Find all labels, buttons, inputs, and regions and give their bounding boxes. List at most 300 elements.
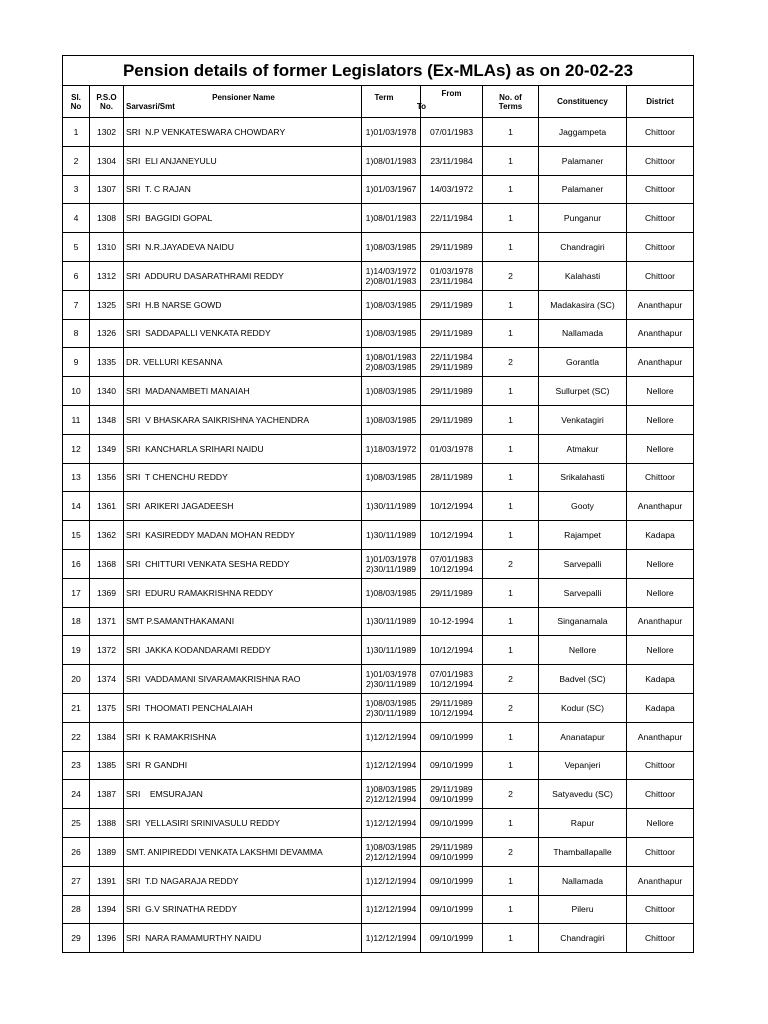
table-row bbox=[63, 751, 694, 780]
cell-terms: 1 bbox=[483, 319, 539, 348]
cell-term-from-line: 1)12/12/1994 bbox=[365, 904, 417, 915]
cell-pso: 1375 bbox=[90, 693, 124, 722]
cell-term-to-line: 29/11/1989 bbox=[430, 386, 473, 397]
cell-constituency: Chandragiri bbox=[539, 924, 627, 953]
table-row bbox=[63, 233, 694, 262]
cell-terms: 1 bbox=[483, 866, 539, 895]
cell-sl: 4 bbox=[63, 204, 90, 233]
table-row bbox=[63, 578, 694, 607]
cell-constituency: Sarvepalli bbox=[539, 578, 627, 607]
cell-constituency: Ananatapur bbox=[539, 722, 627, 751]
cell-district: Ananthapur bbox=[627, 607, 694, 636]
cell-term-from-line: 1)12/12/1994 bbox=[365, 760, 417, 771]
cell-district: Chittoor bbox=[627, 924, 694, 953]
cell-pso: 1394 bbox=[90, 895, 124, 924]
cell-term-to bbox=[421, 233, 483, 262]
table-row bbox=[63, 146, 694, 175]
cell-term-to-line: 09/10/1999 bbox=[429, 851, 473, 862]
cell-sl: 12 bbox=[63, 434, 90, 463]
cell-term-to bbox=[421, 636, 483, 665]
cell-terms: 1 bbox=[483, 578, 539, 607]
cell-term-from-line: 1)08/01/1983 bbox=[365, 213, 417, 224]
cell-constituency: Badvel (SC) bbox=[539, 665, 627, 694]
cell-district: Ananthapur bbox=[627, 492, 694, 521]
cell-term-to bbox=[421, 319, 483, 348]
cell-constituency: Pileru bbox=[539, 895, 627, 924]
cell-district: Ananthapur bbox=[627, 722, 694, 751]
cell-term-from-line: 1)08/03/1985 bbox=[365, 841, 417, 852]
cell-term-from bbox=[362, 405, 421, 434]
cell-term-from-line: 1)08/03/1985 bbox=[365, 697, 417, 708]
cell-term-to-line: 10/12/1994 bbox=[429, 679, 473, 690]
cell-sl: 29 bbox=[63, 924, 90, 953]
cell-pso: 1371 bbox=[90, 607, 124, 636]
cell-pso: 1369 bbox=[90, 578, 124, 607]
cell-term-from bbox=[362, 348, 421, 377]
cell-district: Nellore bbox=[627, 434, 694, 463]
header-terms: No. of Terms bbox=[483, 86, 539, 118]
cell-term-to-line: 07/01/1983 bbox=[429, 669, 473, 680]
table-row bbox=[63, 261, 694, 290]
cell-term-to-line: 10/12/1994 bbox=[429, 501, 473, 512]
table-row bbox=[63, 895, 694, 924]
cell-terms: 1 bbox=[483, 924, 539, 953]
cell-term-to-line: 10/12/1994 bbox=[429, 563, 473, 574]
cell-sl: 5 bbox=[63, 233, 90, 262]
table-row bbox=[63, 665, 694, 694]
cell-name: SRI JAKKA KODANDARAMI REDDY bbox=[124, 636, 362, 665]
cell-term-from bbox=[362, 693, 421, 722]
cell-constituency: Venkatagiri bbox=[539, 405, 627, 434]
cell-constituency: Thamballapalle bbox=[539, 837, 627, 866]
cell-term-to bbox=[421, 175, 483, 204]
cell-terms: 1 bbox=[483, 204, 539, 233]
cell-sl: 14 bbox=[63, 492, 90, 521]
cell-constituency: Nallamada bbox=[539, 866, 627, 895]
cell-term-from-line: 2)08/01/1983 bbox=[365, 275, 417, 286]
cell-name: SRI ELI ANJANEYULU bbox=[124, 146, 362, 175]
table-row bbox=[63, 780, 694, 809]
table-body bbox=[63, 118, 694, 953]
cell-district: Kadapa bbox=[627, 693, 694, 722]
cell-term-from-line: 1)12/12/1994 bbox=[365, 933, 417, 944]
cell-term-from bbox=[362, 607, 421, 636]
cell-term-from bbox=[362, 521, 421, 550]
cell-term-from-line: 1)08/03/1985 bbox=[365, 299, 417, 310]
cell-term-from bbox=[362, 377, 421, 406]
cell-term-from-line: 1)12/12/1994 bbox=[365, 731, 417, 742]
cell-pso: 1348 bbox=[90, 405, 124, 434]
cell-sl: 21 bbox=[63, 693, 90, 722]
cell-sl: 19 bbox=[63, 636, 90, 665]
cell-term-to bbox=[421, 607, 483, 636]
cell-terms: 2 bbox=[483, 693, 539, 722]
table-row bbox=[63, 636, 694, 665]
table-row bbox=[63, 521, 694, 550]
cell-terms: 2 bbox=[483, 665, 539, 694]
cell-term-from-line: 2)12/12/1994 bbox=[365, 794, 417, 805]
cell-term-from-line: 1)30/11/1989 bbox=[365, 616, 416, 627]
cell-term-to-line: 01/03/1978 bbox=[429, 443, 473, 454]
cell-name: SRI NARA RAMAMURTHY NAIDU bbox=[124, 924, 362, 953]
cell-term-from bbox=[362, 204, 421, 233]
cell-pso: 1389 bbox=[90, 837, 124, 866]
cell-name: SRI CHITTURI VENKATA SESHA REDDY bbox=[124, 549, 362, 578]
cell-sl: 3 bbox=[63, 175, 90, 204]
cell-term-from bbox=[362, 233, 421, 262]
cell-term-to-line: 29/11/1989 bbox=[430, 697, 473, 708]
cell-constituency: Gooty bbox=[539, 492, 627, 521]
cell-term-from-line: 1)08/03/1985 bbox=[365, 472, 417, 483]
cell-term-from-line: 1)14/03/1972 bbox=[365, 265, 417, 276]
cell-terms: 1 bbox=[483, 175, 539, 204]
cell-sl: 8 bbox=[63, 319, 90, 348]
cell-pso: 1391 bbox=[90, 866, 124, 895]
cell-pso: 1349 bbox=[90, 434, 124, 463]
cell-term-to-line: 09/10/1999 bbox=[429, 794, 473, 805]
cell-district: Chittoor bbox=[627, 233, 694, 262]
cell-term-to bbox=[421, 463, 483, 492]
cell-term-from bbox=[362, 118, 421, 147]
table-row bbox=[63, 204, 694, 233]
cell-terms: 2 bbox=[483, 549, 539, 578]
cell-sl: 10 bbox=[63, 377, 90, 406]
cell-name: SRI EDURU RAMAKRISHNA REDDY bbox=[124, 578, 362, 607]
cell-term-to-line: 09/10/1999 bbox=[429, 818, 473, 829]
cell-terms: 1 bbox=[483, 751, 539, 780]
cell-term-from bbox=[362, 261, 421, 290]
cell-term-to-line: 29/11/1989 bbox=[430, 328, 473, 339]
cell-terms: 1 bbox=[483, 118, 539, 147]
cell-term-to bbox=[421, 665, 483, 694]
cell-terms: 2 bbox=[483, 780, 539, 809]
table-row bbox=[63, 492, 694, 521]
cell-pso: 1335 bbox=[90, 348, 124, 377]
cell-district: Kadapa bbox=[627, 521, 694, 550]
cell-term-to-line: 07/01/1983 bbox=[429, 553, 473, 564]
cell-pso: 1362 bbox=[90, 521, 124, 550]
cell-name: SRI KASIREDDY MADAN MOHAN REDDY bbox=[124, 521, 362, 550]
cell-terms: 1 bbox=[483, 636, 539, 665]
cell-constituency: Rapur bbox=[539, 809, 627, 838]
cell-pso: 1387 bbox=[90, 780, 124, 809]
cell-term-from-line: 1)18/03/1972 bbox=[365, 443, 417, 454]
cell-term-to bbox=[421, 290, 483, 319]
cell-pso: 1307 bbox=[90, 175, 124, 204]
cell-constituency: Rajampet bbox=[539, 521, 627, 550]
cell-term-to-line: 23/11/1984 bbox=[430, 275, 473, 286]
cell-district: Chittoor bbox=[627, 175, 694, 204]
cell-sl: 15 bbox=[63, 521, 90, 550]
cell-district: Chittoor bbox=[627, 204, 694, 233]
cell-term-from bbox=[362, 463, 421, 492]
cell-term-from-line: 1)08/03/1985 bbox=[365, 386, 417, 397]
cell-term-from bbox=[362, 751, 421, 780]
cell-term-to bbox=[421, 146, 483, 175]
cell-term-from-line: 1)08/03/1985 bbox=[365, 784, 417, 795]
cell-term-to-line: 10/12/1994 bbox=[429, 645, 473, 656]
cell-term-to bbox=[421, 895, 483, 924]
cell-constituency: Vepanjeri bbox=[539, 751, 627, 780]
cell-term-from bbox=[362, 665, 421, 694]
cell-pso: 1368 bbox=[90, 549, 124, 578]
cell-term-from-line: 2)08/03/1985 bbox=[365, 362, 417, 373]
cell-term-from bbox=[362, 549, 421, 578]
cell-term-to bbox=[421, 377, 483, 406]
cell-sl: 24 bbox=[63, 780, 90, 809]
cell-name: SRI SADDAPALLI VENKATA REDDY bbox=[124, 319, 362, 348]
table-row bbox=[63, 118, 694, 147]
cell-terms: 1 bbox=[483, 809, 539, 838]
cell-term-to bbox=[421, 578, 483, 607]
cell-term-to-line: 10/12/1994 bbox=[429, 707, 473, 718]
table-row bbox=[63, 377, 694, 406]
cell-name: SRI KANCHARLA SRIHARI NAIDU bbox=[124, 434, 362, 463]
cell-sl: 25 bbox=[63, 809, 90, 838]
cell-district: Ananthapur bbox=[627, 866, 694, 895]
cell-term-from-line: 1)08/03/1985 bbox=[365, 414, 417, 425]
cell-sl: 9 bbox=[63, 348, 90, 377]
cell-term-from bbox=[362, 290, 421, 319]
cell-district: Ananthapur bbox=[627, 319, 694, 348]
cell-terms: 1 bbox=[483, 722, 539, 751]
cell-pso: 1396 bbox=[90, 924, 124, 953]
cell-constituency: Nallamada bbox=[539, 319, 627, 348]
table-row bbox=[63, 319, 694, 348]
cell-pso: 1310 bbox=[90, 233, 124, 262]
cell-term-from-line: 1)01/03/1967 bbox=[365, 184, 417, 195]
cell-term-to-line: 29/11/1989 bbox=[430, 841, 473, 852]
cell-term-from-line: 1)01/03/1978 bbox=[365, 669, 417, 680]
cell-name: SRI R GANDHI bbox=[124, 751, 362, 780]
cell-sl: 16 bbox=[63, 549, 90, 578]
cell-name: SRI T.D NAGARAJA REDDY bbox=[124, 866, 362, 895]
cell-terms: 1 bbox=[483, 463, 539, 492]
cell-name: SRI MADANAMBETI MANAIAH bbox=[124, 377, 362, 406]
cell-term-to-line: 22/11/1984 bbox=[430, 352, 473, 363]
cell-district: Nellore bbox=[627, 549, 694, 578]
cell-district: Chittoor bbox=[627, 751, 694, 780]
page-title: Pension details of former Legislators (Ex-MLAs) as on 20-02-23 bbox=[63, 56, 694, 86]
cell-term-from bbox=[362, 809, 421, 838]
table-row bbox=[63, 463, 694, 492]
table-row bbox=[63, 693, 694, 722]
cell-term-to-line: 09/10/1999 bbox=[429, 904, 473, 915]
cell-district: Chittoor bbox=[627, 895, 694, 924]
cell-constituency: Satyavedu (SC) bbox=[539, 780, 627, 809]
cell-term-from bbox=[362, 434, 421, 463]
cell-name: SRI ARIKERI JAGADEESH bbox=[124, 492, 362, 521]
cell-term-to-line: 09/10/1999 bbox=[429, 760, 473, 771]
header-term: Term To bbox=[362, 86, 421, 118]
cell-sl: 23 bbox=[63, 751, 90, 780]
cell-term-from bbox=[362, 146, 421, 175]
cell-term-to-line: 28/11/1989 bbox=[430, 472, 473, 483]
cell-term-from bbox=[362, 175, 421, 204]
cell-district: Nellore bbox=[627, 636, 694, 665]
cell-name: SRI BAGGIDI GOPAL bbox=[124, 204, 362, 233]
cell-district: Chittoor bbox=[627, 780, 694, 809]
cell-district: Nellore bbox=[627, 809, 694, 838]
cell-district: Ananthapur bbox=[627, 290, 694, 319]
table-row bbox=[63, 924, 694, 953]
cell-pso: 1340 bbox=[90, 377, 124, 406]
table-row bbox=[63, 722, 694, 751]
cell-term-from-line: 1)30/11/1989 bbox=[365, 530, 416, 541]
cell-constituency: Gorantla bbox=[539, 348, 627, 377]
cell-term-from-line: 1)08/01/1983 bbox=[365, 352, 417, 363]
cell-term-from bbox=[362, 866, 421, 895]
cell-name: SRI VADDAMANI SIVARAMAKRISHNA RAO bbox=[124, 665, 362, 694]
cell-sl: 28 bbox=[63, 895, 90, 924]
cell-term-to bbox=[421, 204, 483, 233]
cell-name: SRI ADDURU DASARATHRAMI REDDY bbox=[124, 261, 362, 290]
header-from: From bbox=[421, 86, 483, 118]
cell-sl: 18 bbox=[63, 607, 90, 636]
cell-term-from-line: 1)08/03/1985 bbox=[365, 242, 417, 253]
cell-term-from-line: 2)12/12/1994 bbox=[365, 851, 417, 862]
cell-name: SRI V BHASKARA SAIKRISHNA YACHENDRA bbox=[124, 405, 362, 434]
cell-name: SRI N.R.JAYADEVA NAIDU bbox=[124, 233, 362, 262]
cell-terms: 2 bbox=[483, 837, 539, 866]
cell-sl: 22 bbox=[63, 722, 90, 751]
cell-name: SRI T CHENCHU REDDY bbox=[124, 463, 362, 492]
cell-term-to-line: 29/11/1989 bbox=[430, 362, 473, 373]
cell-term-from-line: 1)12/12/1994 bbox=[365, 818, 417, 829]
cell-term-from-line: 1)08/03/1985 bbox=[365, 587, 417, 598]
cell-name: SRI H.B NARSE GOWD bbox=[124, 290, 362, 319]
cell-terms: 1 bbox=[483, 521, 539, 550]
cell-term-from-line: 1)30/11/1989 bbox=[365, 501, 416, 512]
cell-term-to-line: 29/11/1989 bbox=[430, 784, 473, 795]
cell-sl: 11 bbox=[63, 405, 90, 434]
cell-terms: 1 bbox=[483, 233, 539, 262]
table-row bbox=[63, 549, 694, 578]
table-row bbox=[63, 348, 694, 377]
cell-name: SRI EMSURAJAN bbox=[124, 780, 362, 809]
cell-term-to bbox=[421, 866, 483, 895]
cell-term-to bbox=[421, 118, 483, 147]
cell-name: SMT P.SAMANTHAKAMANI bbox=[124, 607, 362, 636]
cell-term-to-line: 14/03/1972 bbox=[429, 184, 473, 195]
table-row bbox=[63, 434, 694, 463]
cell-term-to bbox=[421, 693, 483, 722]
cell-term-to-line: 29/11/1989 bbox=[430, 299, 473, 310]
cell-pso: 1384 bbox=[90, 722, 124, 751]
header-sl: Sl. No bbox=[63, 86, 90, 118]
cell-terms: 1 bbox=[483, 492, 539, 521]
cell-term-to-line: 01/03/1978 bbox=[429, 265, 473, 276]
cell-term-to bbox=[421, 521, 483, 550]
cell-term-from bbox=[362, 578, 421, 607]
cell-district: Kadapa bbox=[627, 665, 694, 694]
cell-name: SRI N.P VENKATESWARA CHOWDARY bbox=[124, 118, 362, 147]
cell-terms: 1 bbox=[483, 434, 539, 463]
cell-term-to bbox=[421, 261, 483, 290]
cell-term-to-line: 09/10/1999 bbox=[429, 875, 473, 886]
cell-term-from-line: 1)30/11/1989 bbox=[365, 645, 416, 656]
cell-constituency: Srikalahasti bbox=[539, 463, 627, 492]
cell-name: SRI THOOMATI PENCHALAIAH bbox=[124, 693, 362, 722]
cell-name: SRI G.V SRINATHA REDDY bbox=[124, 895, 362, 924]
cell-term-to-line: 29/11/1989 bbox=[430, 587, 473, 598]
cell-terms: 1 bbox=[483, 146, 539, 175]
cell-term-from-line: 1)01/03/1978 bbox=[365, 126, 417, 137]
cell-district: Chittoor bbox=[627, 261, 694, 290]
cell-term-from bbox=[362, 895, 421, 924]
cell-term-to bbox=[421, 722, 483, 751]
header-pso: P.S.O No. bbox=[90, 86, 124, 118]
table-row bbox=[63, 175, 694, 204]
table-row bbox=[63, 809, 694, 838]
cell-term-from bbox=[362, 636, 421, 665]
cell-constituency: Sarvepalli bbox=[539, 549, 627, 578]
cell-term-to bbox=[421, 434, 483, 463]
cell-term-to bbox=[421, 751, 483, 780]
cell-pso: 1308 bbox=[90, 204, 124, 233]
header-name: Pensioner Name Sarvasri/Smt bbox=[124, 86, 362, 118]
cell-constituency: Chandragiri bbox=[539, 233, 627, 262]
cell-term-to-line: 09/10/1999 bbox=[429, 731, 473, 742]
cell-pso: 1374 bbox=[90, 665, 124, 694]
cell-constituency: Punganur bbox=[539, 204, 627, 233]
cell-district: Chittoor bbox=[627, 118, 694, 147]
pension-table bbox=[62, 55, 694, 953]
pension-sheet bbox=[62, 55, 693, 953]
cell-name: DR. VELLURI KESANNA bbox=[124, 348, 362, 377]
cell-term-from bbox=[362, 319, 421, 348]
cell-sl: 20 bbox=[63, 665, 90, 694]
cell-term-to bbox=[421, 780, 483, 809]
cell-pso: 1325 bbox=[90, 290, 124, 319]
cell-sl: 17 bbox=[63, 578, 90, 607]
cell-term-from-line: 2)30/11/1989 bbox=[365, 707, 416, 718]
cell-term-from bbox=[362, 722, 421, 751]
cell-constituency: Palamaner bbox=[539, 175, 627, 204]
table-row bbox=[63, 290, 694, 319]
cell-sl: 1 bbox=[63, 118, 90, 147]
cell-sl: 6 bbox=[63, 261, 90, 290]
cell-pso: 1302 bbox=[90, 118, 124, 147]
cell-name: SRI YELLASIRI SRINIVASULU REDDY bbox=[124, 809, 362, 838]
cell-pso: 1356 bbox=[90, 463, 124, 492]
cell-pso: 1304 bbox=[90, 146, 124, 175]
cell-pso: 1326 bbox=[90, 319, 124, 348]
cell-terms: 1 bbox=[483, 405, 539, 434]
cell-term-to-line: 07/01/1983 bbox=[429, 126, 473, 137]
cell-district: Nellore bbox=[627, 377, 694, 406]
cell-terms: 1 bbox=[483, 895, 539, 924]
cell-constituency: Kalahasti bbox=[539, 261, 627, 290]
cell-term-to bbox=[421, 405, 483, 434]
cell-terms: 2 bbox=[483, 261, 539, 290]
cell-sl: 7 bbox=[63, 290, 90, 319]
cell-pso: 1361 bbox=[90, 492, 124, 521]
cell-name: SMT. ANIPIREDDI VENKATA LAKSHMI DEVAMMA bbox=[124, 837, 362, 866]
cell-constituency: Atmakur bbox=[539, 434, 627, 463]
cell-term-to bbox=[421, 837, 483, 866]
cell-term-to-line: 22/11/1984 bbox=[430, 213, 473, 224]
cell-pso: 1388 bbox=[90, 809, 124, 838]
cell-district: Ananthapur bbox=[627, 348, 694, 377]
cell-term-to-line: 09/10/1999 bbox=[429, 933, 473, 944]
cell-term-from-line: 1)01/03/1978 bbox=[365, 553, 417, 564]
cell-term-from bbox=[362, 924, 421, 953]
cell-district: Chittoor bbox=[627, 463, 694, 492]
cell-constituency: Nellore bbox=[539, 636, 627, 665]
cell-constituency: Singanamala bbox=[539, 607, 627, 636]
cell-sl: 13 bbox=[63, 463, 90, 492]
